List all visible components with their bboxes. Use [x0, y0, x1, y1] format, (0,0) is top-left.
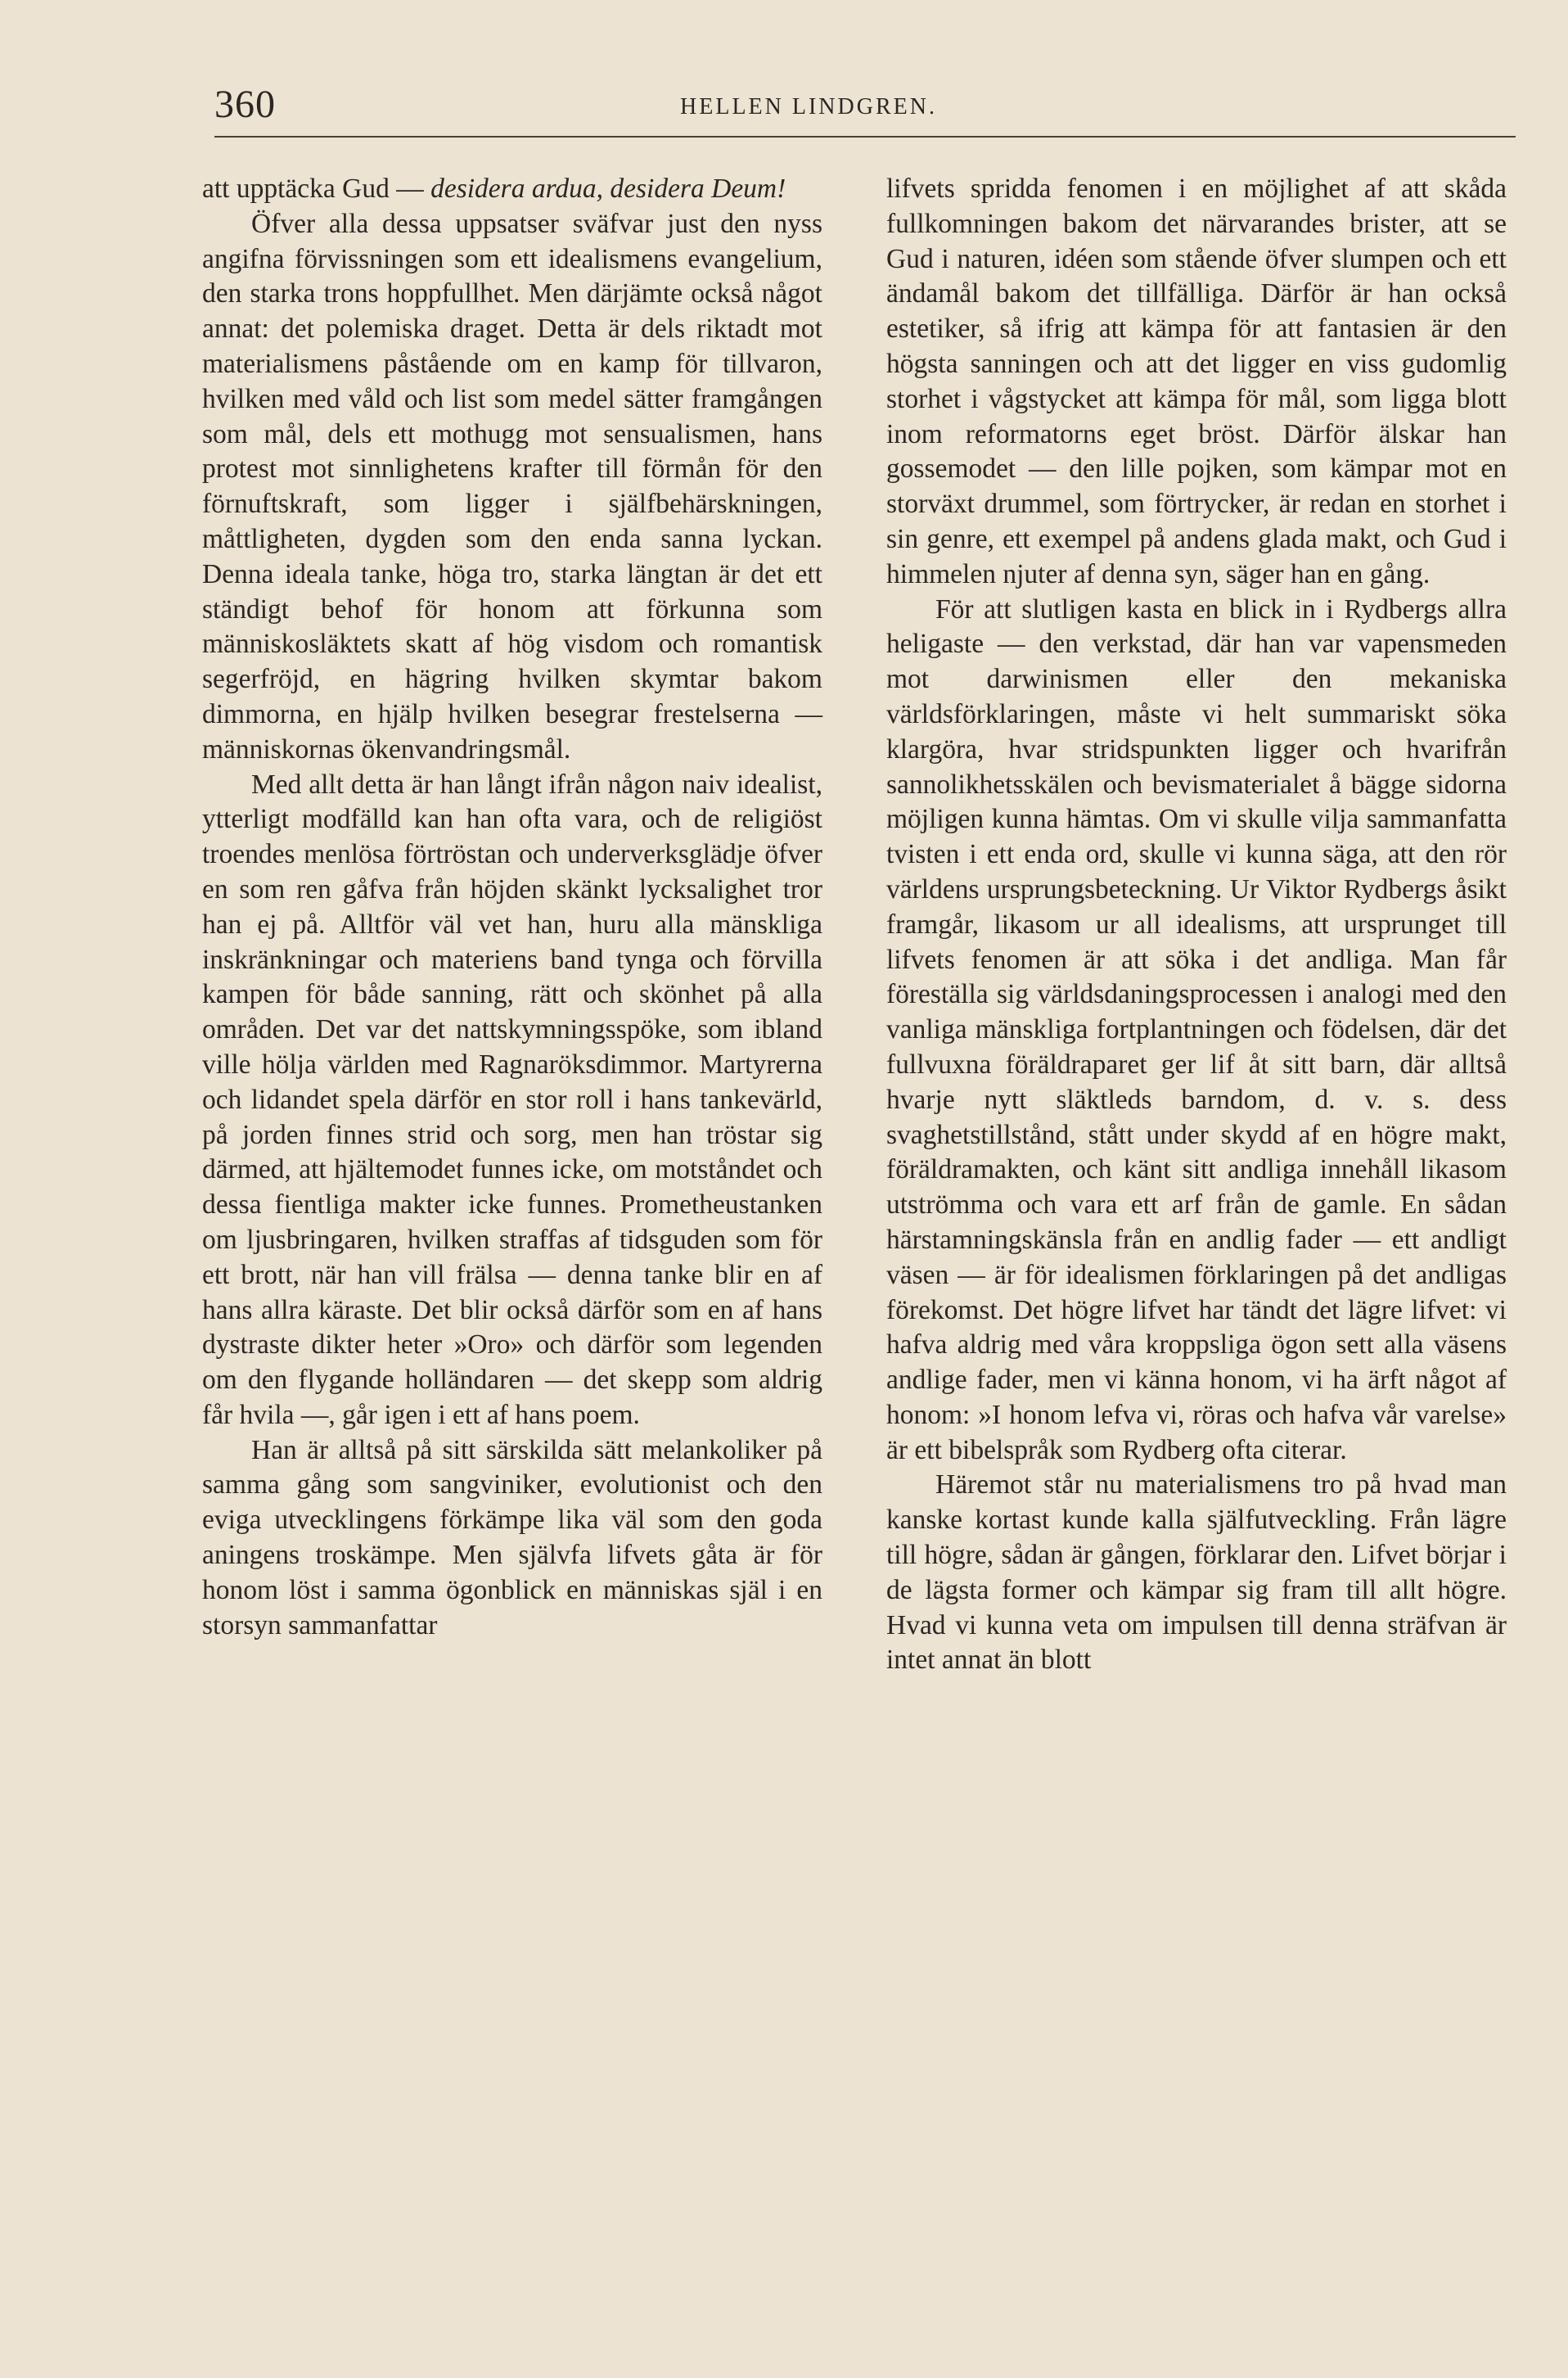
paragraph: Öfver alla dessa uppsatser sväfvar just den nyss angifna förvissningen som ett idealismens evangelium, den starka trons hoppfullhet. Men därjämte också något annat: det polemiska draget. Detta är dels riktadt mot materialismens påstående om en kamp för tillvaron, hvilken med våld och list som medel sätter framgången som mål, dels ett mothugg mot sensualismen, hans protest mot sinnlighetens krafter till förmån för den förnuftskraft, som ligger i själfbehärskningen, måttligheten, dygden som den enda sanna lyckan. Denna ideala tanke, höga tro, starka längtan är det ett ständigt behof för honom att förkunna som människosläktets skatt af hög visdom och romantisk segerfröjd, en hägring hvilken skymtar bakom dimmorna, en hjälp hvilken besegrar frestelserna — människornas ökenvandringsmål. — [202, 208, 822, 765]
running-head: HELLEN LINDGREN. — [680, 94, 937, 120]
paragraph: Han är alltså på sitt särskilda sätt melankoliker på samma gång som sangviniker, evolutionist och den eviga utvecklingens förkämpe lika väl som den goda aningens troskämpe. Men självfa lifvets gåta är för honom löst i samma ögonblick en människas själ i en storsyn sammanfattar — [202, 1434, 822, 1640]
paragraph: För att slutligen kasta en blick in i Rydbergs allra heligaste — den verkstad, där han var vapensmeden mot darwinismen eller den mekaniska världsförklaringen, måste vi helt summariskt söka klargöra, hvar stridspunkten ligger och hvarifrån sannolikhetsskälen och bevismaterialet å bägge sidorna möjligen kunna hämtas. Om vi skulle vilja sammanfatta tvisten i ett enda ord, skulle vi kunna säga, att den rör världens ursprungsbeteckning. Ur Viktor Rydbergs åsikt framgår, likasom ur all idealisms, att ursprunget till lifvets fenomen är att söka i det andliga. Man får föreställa sig världsdaningsprocessen i analogi med den vanliga mänskliga fortplantningen och födelsen, där det fullvuxna föräldraparet ger lif åt sitt barn, där alltså hvarje nytt släktleds barndom, d. v. s. dess svaghetstillstånd, stått under skydd af en högre makt, föräldramakten, och känt sitt andliga innehåll likasom utströmma och vara ett arf från de gamle. En sådan härstamningskänsla från en andlig fader — ett andligt väsen — är för idealismen förklaringen på det andligas förekomst. Det högre lifvet har tändt det lägre lifvet: vi hafva aldrig med våra kroppsliga ögon sett alla väsens andlige fader, men vi känna honom, vi ha ärft något af honom: »I honom lefva vi, röras och hafva vår varelse» är ett bibelspråk som Rydberg ofta citerar. — [886, 593, 1507, 1465]
left-column — [202, 172, 822, 1643]
right-column — [886, 172, 1507, 1678]
latin-quote: desidera ardua, desidera Deum! — [430, 174, 786, 204]
paragraph: Häremot står nu materialismens tro på hvad man kanske kortast kunde kalla själfutveckling. Från lägre till högre, sådan är gången, förklarar den. Lifvet börjar i de lägsta former och kämpar sig fram till allt högre. Hvad vi kunna veta om impulsen till denna sträfvan är intet annat än blott — [886, 1469, 1507, 1676]
page-number: 360 — [214, 83, 276, 126]
paragraph-text: att upptäcka Gud — — [202, 174, 431, 204]
paragraph — [202, 172, 822, 207]
paragraph: lifvets spridda fenomen i en möjlighet af att skåda fullkomningen bakom det närvarandes brister, att se Gud i naturen, idéen som stående öfver slumpen och ett ändamål bakom det tillfälliga. Därför är han också estetiker, så ifrig att kämpa för att fantasien är den högsta sanningen och att det ligger en viss gudomlig storhet i vågstycket att kämpa för mål, som ligga blott inom reformatorns eget bröst. Därför älskar han gossemodet — den lille pojken, som kämpar mot en storväxt drummel, som förtrycker, är redan en storhet i sin genre, ett exempel på andens glada makt, och Gud i himmelen njuter af denna syn, säger han en gång. — [886, 174, 1507, 589]
header-rule — [214, 136, 1516, 138]
paragraph: Med allt detta är han långt ifrån någon naiv idealist, ytterligt modfälld kan han ofta vara, och de religiöst troendes menlösa förtröstan och underverksglädje öfver en som ren gåfva från höjden skänkt lycksalighet tror han ej på. Alltför väl vet han, huru alla mänskliga inskränkningar och materiens band tynga och förvilla kampen för både sanning, rätt och skönhet på alla områden. Det var det nattskymningsspöke, som ibland ville hölja världen med Ragnaröksdimmor. Martyrerna och lidandet spela därför en stor roll i hans tankevärld, på jorden finnes strid och sorg, men han tröstar sig därmed, att hjältemodet funnes icke, om motståndet och dessa fientliga makter icke funnes. Prometheustanken om ljusbringaren, hvilken straffas af tidsguden som för ett brott, när han vill frälsa — denna tanke blir en af hans allra käraste. Det blir också därför som en af hans dystraste dikter heter »Oro» och därför som legenden om den flygande holländaren — det skepp som aldrig får hvila —, går igen i ett af hans poem. — [202, 769, 822, 1430]
